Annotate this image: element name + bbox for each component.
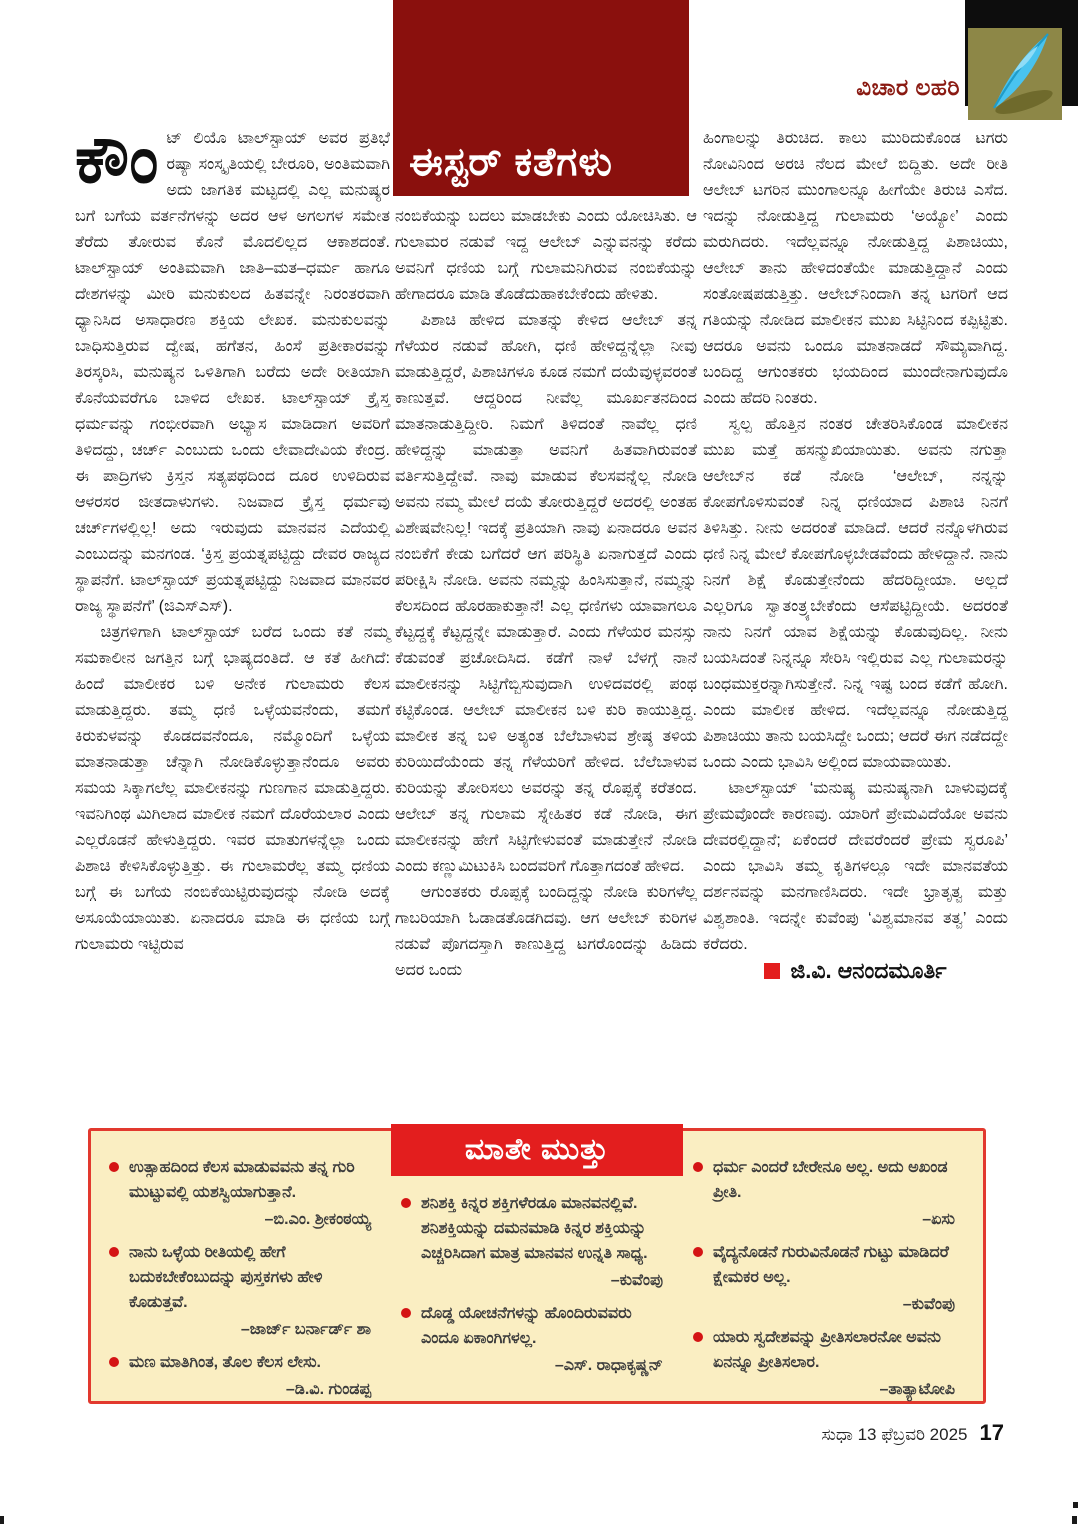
quote-box: [88, 1128, 986, 1404]
quote-text: ವೈದ್ಯನೊಡನೆ ಗುರುವಿನೊಡನೆ ಗುಟ್ಟು ಮಾಡಿದರೆ ಕ್ಷೇಮಕರ ಅಲ್ಲ.: [693, 1240, 965, 1290]
quote-item: [109, 1240, 381, 1342]
article-title: ಈಸ್ಟರ್ ಕತೆಗಳು: [409, 141, 613, 184]
quote-column-1: [109, 1155, 381, 1401]
paragraph: ಸ್ವಲ್ಪ ಹೊತ್ತಿನ ನಂತರ ಚೇತರಿಸಿಕೊಂಡ ಮಾಲೀಕನ ಮುಖ ಮತ್ತೆ ಹಸನ್ಮುಖಿಯಾಯಿತು. ಅವನು ನಗುತ್ತಾ ಆಲೇಬ್‌ನ ಕಡೆ ನೋಡಿ ‘ಆಲೇಬ್, ನನ್ನನ್ನು ಕೋಪಗೊಳಿಸುವಂತೆ ನಿನ್ನ ಧಣಿಯಾದ ಪಿಶಾಚಿ ನಿನಗೆ ತಿಳಿಸಿತ್ತು. ನೀನು ಅದರಂತೆ ಮಾಡಿದೆ. ಆದರೆ ನನ್ನೊಳಗಿರುವ ಧಣಿ ನಿನ್ನ ಮೇಲೆ ಕೋಪಗೊಳ್ಳಬೇಡವೆಂದು ಹೇಳಿದ್ದಾನೆ. ನಾನು ನಿನಗೆ ಶಿಕ್ಷೆ ಕೊಡುತ್ತೇನೆಂದು ಹೆದರಿದ್ದೀಯಾ. ಅಲ್ಲದೆ ಎಲ್ಲರಿಗೂ ಸ್ವಾತಂತ್ರ್ಯಬೇಕೆಂದು ಆಸೆಪಟ್ಟಿದ್ದೀಯೆ. ಅದರಂತೆ ನಾನು ನಿನಗೆ ಯಾವ ಶಿಕ್ಷೆಯನ್ನು ಕೊಡುವುದಿಲ್ಲ. ನೀನು ಬಯಸಿದಂತೆ ನಿನ್ನನ್ನೂ ಸೇರಿಸಿ ಇಲ್ಲಿರುವ ಎಲ್ಲ ಗುಲಾಮರನ್ನು ಬಂಧಮುಕ್ತರನ್ನಾಗಿಸುತ್ತೇನೆ. ನಿನ್ನ ಇಷ್ಟ ಬಂದ ಕಡೆಗೆ ಹೋಗಿ. ಎಂದು ಮಾಲೀಕ ಹೇಳಿದ. ಇದೆಲ್ಲವನ್ನೂ ನೋಡುತ್ತಿದ್ದ ಪಿಶಾಚಿಯು ತಾನು ಬಯಸಿದ್ದೇ ಒಂದು; ಆದರೆ ಈಗ ನಡೆದದ್ದೇ ಒಂದು ಎಂದು ಭಾವಿಸಿ ಅಲ್ಲಿಂದ ಮಾಯವಾಯಿತು.: [703, 416, 1008, 771]
paragraph: ಟಾಲ್‌ಸ್ಟಾಯ್ ‘ಮನುಷ್ಯ ಮನುಷ್ಯನಾಗಿ ಬಾಳುವುದಕ್ಕೆ ಪ್ರೇಮವೊಂದೇ ಕಾರಣವು. ಯಾರಿಗೆ ಪ್ರೇಮವಿದೆಯೋ ಅವನು ದೇವರಲ್ಲಿದ್ದಾನೆ; ಏಕೆಂದರೆ ದೇವರೆಂದರೆ ಪ್ರೇಮ ಸ್ವರೂಪಿ’ ಎಂದು ಭಾವಿಸಿ ತಮ್ಮ ಕೃತಿಗಳಲ್ಲೂ ಇದೇ ಮಾನವತೆಯ ದರ್ಶನವನ್ನು ಮನಗಾಣಿಸಿದರು. ಇದೇ ಭ್ರಾತೃತ್ವ ಮತ್ತು ವಿಶ್ವಶಾಂತಿ. ಇದನ್ನೇ ಕುವೆಂಪು ‘ವಿಶ್ವಮಾನವ ತತ್ವ’ ಎಂದು ಕರೆದರು.: [703, 780, 1008, 953]
crop-mark: [0, 1516, 4, 1524]
issue-date: ಸುಧಾ 13 ಫೆಬ್ರವರಿ 2025: [821, 1425, 968, 1444]
quote-box-title-banner: [391, 1124, 683, 1176]
bullet-icon: [109, 1247, 119, 1257]
quote-item: [401, 1191, 673, 1293]
quote-attribution: –ಕುವೆಂಪು: [610, 1272, 663, 1289]
article-column-3: [703, 126, 1008, 984]
bullet-icon: [693, 1247, 703, 1257]
bullet-icon: [693, 1332, 703, 1342]
bullet-icon: [109, 1357, 119, 1367]
quote-text: ಶನಿಶಕ್ತಿ ಕಿನ್ನರ ಶಕ್ತಿಗಳೆರಡೂ ಮಾನವನಲ್ಲಿವೆ. ಶನಿಶಕ್ತಿಯನ್ನು ದಮನಮಾಡಿ ಕಿನ್ನರ ಶಕ್ತಿಯನ್ನು ಎಚ್ಚರಿಸಿದಾಗ ಮಾತ್ರ ಮಾನವನ ಉನ್ನತಿ ಸಾಧ್ಯ.: [401, 1191, 673, 1266]
quote-text: ದೊಡ್ಡ ಯೋಚನೆಗಳನ್ನು ಹೊಂದಿರುವವರು ಎಂದೂ ಏಕಾಂಗಿಗಳಲ್ಲ.: [401, 1301, 673, 1351]
quote-box-title: ಮಾತೇ ಮುತ್ತು: [464, 1133, 610, 1166]
drop-cap: ಕೌಂ: [75, 122, 159, 196]
paragraph: ಚಿತ್ರಗಳಿಗಾಗಿ ಟಾಲ್‌ಸ್ಟಾಯ್ ಬರೆದ ಒಂದು ಕತೆ ನಮ್ಮ ಸಮಕಾಲೀನ ಜಗತ್ತಿನ ಬಗ್ಗೆ ಭಾಷ್ಯದಂತಿದೆ. ಆ ಕತೆ ಹೀಗಿದೆ: ಹಿಂದೆ ಮಾಲೀಕರ ಬಳಿ ಅನೇಕ ಗುಲಾಮರು ಕೆಲಸ ಮಾಡುತ್ತಿದ್ದರು. ತಮ್ಮ ಧಣಿ ಒಳ್ಳೆಯವನೆಂದು, ತಮಗೆ ಕಿರುಕುಳವನ್ನು ಕೊಡದವನೆಂದೂ, ನಮ್ಮೊಂದಿಗೆ ಒಳ್ಳೆಯ ಮಾತನಾಡುತ್ತಾ ಚೆನ್ನಾಗಿ ನೋಡಿಕೊಳ್ಳುತ್ತಾನೆಂದೂ ಅವರು ಸಮಯ ಸಿಕ್ಕಾಗಲೆಲ್ಲ ಮಾಲೀಕನನ್ನು ಗುಣಗಾನ ಮಾಡುತ್ತಿದ್ದರು. ಇವನಿಗಿಂಥ ಮಿಗಿಲಾದ ಮಾಲೀಕ ನಮಗೆ ದೊರೆಯಲಾರ ಎಂದು ಎಲ್ಲರೊಡನೆ ಹೇಳುತ್ತಿದ್ದರು. ಇವರ ಮಾತುಗಳನ್ನೆಲ್ಲಾ ಒಂದು ಪಿಶಾಚಿ ಕೇಳಿಸಿಕೊಳ್ಳುತ್ತಿತ್ತು. ಈ ಗುಲಾಮರೆಲ್ಲ ತಮ್ಮ ಧಣಿಯ ಬಗ್ಗೆ ಈ ಬಗೆಯ ನಂಬಿಕೆಯಿಟ್ಟಿರುವುದನ್ನು ನೋಡಿ ಅದಕ್ಕೆ ಅಸೂಯೆಯಾಯಿತು. ಏನಾದರೂ ಮಾಡಿ ಈ ಧಣಿಯ ಬಗ್ಗೆ ಗುಲಾಮರು ಇಟ್ಟಿರುವ: [75, 624, 390, 953]
crop-mark: [1073, 1502, 1078, 1508]
quote-column-3: [693, 1155, 965, 1401]
quote-attribution: –ತಾತ್ಯಾಟೋಪಿ: [879, 1381, 955, 1398]
quote-item: [693, 1325, 965, 1402]
section-label: ವಿಚಾರ ಲಹರಿ: [856, 74, 960, 100]
quote-item: [401, 1301, 673, 1378]
paragraph: ಹಿಂಗಾಲನ್ನು ತಿರುಚಿದ. ಕಾಲು ಮುರಿದುಕೊಂಡ ಟಗರು ನೋವಿನಿಂದ ಅರಚಿ ನೆಲದ ಮೇಲೆ ಬಿದ್ದಿತು. ಅದೇ ರೀತಿ ಆಲೇಬ್ ಟಗರಿನ ಮುಂಗಾಲನ್ನೂ ಹೀಗೆಯೇ ತಿರುಚಿ ಎಸೆದ. ಇದನ್ನು ನೋಡುತ್ತಿದ್ದ ಗುಲಾಮರು ‘ಅಯ್ಯೋ’ ಎಂದು ಮರುಗಿದರು. ಇದೆಲ್ಲವನ್ನೂ ನೋಡುತ್ತಿದ್ದ ಪಿಶಾಚಿಯು, ಆಲೇಬ್ ತಾನು ಹೇಳಿದಂತೆಯೇ ಮಾಡುತ್ತಿದ್ದಾನೆ ಎಂದು ಸಂತೋಷಪಡುತ್ತಿತ್ತು. ಆಲೇಬ್‌ನಿಂದಾಗಿ ತನ್ನ ಟಗರಿಗೆ ಆದ ಗತಿಯನ್ನು ನೋಡಿದ ಮಾಲೀಕನ ಮುಖ ಸಿಟ್ಟಿನಿಂದ ಕಪ್ಪಿಟ್ಟಿತು. ಆದರೂ ಅವನು ಒಂದೂ ಮಾತನಾಡದೆ ಸೌಮ್ಯವಾಗಿದ್ದ. ಬಂದಿದ್ದ ಆಗುಂತಕರು ಭಯದಿಂದ ಮುಂದೇನಾಗುವುದೊ ಎಂದು ಹೆದರಿ ನಿಂತರು.: [703, 130, 1008, 407]
quote-attribution: –ಎಸ್. ರಾಧಾಕೃಷ್ಣನ್: [554, 1357, 663, 1374]
quote-attribution: –ಡಿ.ವಿ. ಗುಂಡಪ್ಪ: [285, 1381, 371, 1398]
author-name: ಜಿ.ವಿ. ಆನಂದಮೂರ್ತಿ: [790, 958, 947, 983]
quote-text: ಧರ್ಮ ಎಂದರೆ ಬೇರೇನೂ ಅಲ್ಲ. ಅದು ಅಖಂಡ ಪ್ರೀತಿ.: [693, 1155, 965, 1205]
article-column-2: [395, 204, 697, 984]
bullet-icon: [109, 1162, 119, 1172]
author-byline: [703, 958, 1008, 984]
quote-item: [693, 1240, 965, 1317]
paragraph: [75, 122, 390, 620]
page-number: 17: [979, 1420, 1004, 1445]
paragraph-text: ಟ್ ಲಿಯೊ ಟಾಲ್‌ಸ್ಟಾಯ್ ಅವರ ಪ್ರತಿಭೆ ರಷ್ಯಾ ಸಂಸ್ಕೃತಿಯಲ್ಲಿ ಬೇರೂರಿ, ಅಂತಿಮವಾಗಿ ಅದು ಜಾಗತಿಕ ಮಟ್ಟದಲ್ಲಿ ಎಲ್ಲ ಮನುಷ್ಯರ ಬಗೆ ಬಗೆಯ ವರ್ತನೆಗಳನ್ನು ಅದರ ಆಳ ಅಗಲಗಳ ಸಮೇತ ತೆರೆದು ತೋರುವ ಕೊನೆ ಮೊದಲಿಲ್ಲದ ಆಕಾಶದಂತೆ. ಟಾಲ್‌ಸ್ಟಾಯ್ ಅಂತಿಮವಾಗಿ ಜಾತಿ–ಮತ–ಧರ್ಮ ಹಾಗೂ ದೇಶಗಳನ್ನು ಮೀರಿ ಮನುಕುಲದ ಹಿತವನ್ನೇ ನಿರಂತರವಾಗಿ ಧ್ಯಾನಿಸಿದ ಅಸಾಧಾರಣ ಶಕ್ತಿಯ ಲೇಖಕ. ಮನುಕುಲವನ್ನು ಬಾಧಿಸುತ್ತಿರುವ ದ್ವೇಷ, ಹಗೆತನ, ಹಿಂಸೆ ಪ್ರತೀಕಾರವನ್ನು ತಿರಸ್ಕರಿಸಿ, ಮನುಷ್ಯನ ಒಳಿತಿಗಾಗಿ ಬರೆದು ಅದೇ ರೀತಿಯಾಗಿ ಕೊನೆಯವರೆಗೂ ಬಾಳಿದ ಲೇಖಕ. ಟಾಲ್‌ಸ್ಟಾಯ್ ಕ್ರೈಸ್ತ ಧರ್ಮವನ್ನು ಗಂಭೀರವಾಗಿ ಅಭ್ಯಾಸ ಮಾಡಿದಾಗ ಅವರಿಗೆ ತಿಳಿದದ್ದು, ಚರ್ಚ್ ಎಂಬುದು ಒಂದು ಲೇವಾದೇವಿಯ ಕೇಂದ್ರ. ಈ ಪಾದ್ರಿಗಳು ಕ್ರಿಸ್ತನ ಸತ್ಯಪಥದಿಂದ ದೂರ ಉಳಿದಿರುವ ಆಳರಸರ ಜೀತದಾಳುಗಳು. ನಿಜವಾದ ಕ್ರೈಸ್ತ ಧರ್ಮವು ಚರ್ಚ್‌ಗಳಲ್ಲಿಲ್ಲ! ಅದು ಇರುವುದು ಮಾನವನ ಎದೆಯಲ್ಲಿ ಎಂಬುದನ್ನು ಮನಗಂಡ. ‘ಕ್ರಿಸ್ತ ಪ್ರಯತ್ನಪಟ್ಟಿದ್ದು ದೇವರ ರಾಜ್ಯದ ಸ್ಥಾಪನೆಗೆ. ಟಾಲ್‌ಸ್ಟಾಯ್ ಪ್ರಯತ್ನಪಟ್ಟಿದ್ದು ನಿಜವಾದ ಮಾನವರ ರಾಜ್ಯ ಸ್ಥಾಪನೆಗೆ’ (ಜಿಎಸ್‌ಎಸ್).: [75, 130, 390, 615]
crop-mark: [1072, 1516, 1077, 1524]
quote-item: [109, 1350, 381, 1402]
quote-text: ಮಣ ಮಾತಿಗಿಂತ, ತೊಲ ಕೆಲಸ ಲೇಸು.: [109, 1350, 381, 1375]
feather-quill-icon: [968, 107, 1062, 124]
article-column-1: [75, 122, 390, 958]
quote-item: [109, 1155, 381, 1232]
masthead-logo: [968, 28, 1062, 120]
page-footer: [821, 1420, 1004, 1446]
quote-attribution: –ಜಾರ್ಜ್ ಬರ್ನಾರ್ಡ್ ಶಾ: [240, 1321, 371, 1338]
quote-attribution: –ಬಿ.ಎಂ. ಶ್ರೀಕಂಠಯ್ಯ: [264, 1211, 371, 1228]
article-title-block: [393, 0, 689, 196]
quote-attribution: –ಕುವೆಂಪು: [902, 1296, 955, 1313]
bullet-icon: [401, 1198, 411, 1208]
quote-text: ಯಾರು ಸ್ವದೇಶವನ್ನು ಪ್ರೀತಿಸಲಾರನೋ ಅವನು ಏನನ್ನೂ ಪ್ರೀತಿಸಲಾರ.: [693, 1325, 965, 1375]
paragraph: ನಂಬಿಕೆಯನ್ನು ಬದಲು ಮಾಡಬೇಕು ಎಂದು ಯೋಚಿಸಿತು. ಆ ಗುಲಾಮರ ನಡುವೆ ಇದ್ದ ಆಲೇಬ್ ಎನ್ನುವನನ್ನು ಕರೆದು ಅವನಿಗೆ ಧಣಿಯ ಬಗ್ಗೆ ಗುಲಾಮನಿಗಿರುವ ನಂಬಿಕೆಯನ್ನು ಹೇಗಾದರೂ ಮಾಡಿ ತೊಡೆದುಹಾಕಬೇಕೆಂದು ಹೇಳಿತು.: [395, 208, 697, 303]
author-bullet-square: [764, 963, 780, 979]
quote-text: ನಾನು ಒಳ್ಳೆಯ ರೀತಿಯಲ್ಲಿ ಹೇಗೆ ಬದುಕಬೇಕೆಂಬುದನ್ನು ಪುಸ್ತಕಗಳು ಹೇಳಿ ಕೊಡುತ್ತವೆ.: [109, 1240, 381, 1315]
paragraph: ಪಿಶಾಚಿ ಹೇಳಿದ ಮಾತನ್ನು ಕೇಳಿದ ಆಲೇಬ್ ತನ್ನ ಗೆಳೆಯರ ನಡುವೆ ಹೋಗಿ, ಧಣಿ ಹೇಳಿದ್ದನ್ನೆಲ್ಲಾ ನೀವು ಮಾಡುತ್ತಿದ್ದರೆ, ಪಿಶಾಚಿಗಳೂ ಕೂಡ ನಮಗೆ ದಯೆವುಳ್ಳವರಂತೆ ಕಾಣುತ್ತವೆ. ಆದ್ದರಿಂದ ನೀವೆಲ್ಲ ಮೂರ್ಖತನದಿಂದ ಮಾತನಾಡುತ್ತಿದ್ದೀರಿ. ನಿಮಗೆ ತಿಳಿದಂತೆ ನಾವೆಲ್ಲ ಧಣಿ ಹೇಳಿದ್ದನ್ನು ಮಾಡುತ್ತಾ ಅವನಿಗೆ ಹಿತವಾಗಿರುವಂತೆ ವರ್ತಿಸುತ್ತಿದ್ದೇವೆ. ನಾವು ಮಾಡುವ ಕೆಲಸವನ್ನೆಲ್ಲ ನೋಡಿ ಅವನು ನಮ್ಮ ಮೇಲೆ ದಯೆ ತೋರುತ್ತಿದ್ದರೆ ಅದರಲ್ಲಿ ಅಂತಹ ವಿಶೇಷವೇನಿಲ್ಲ! ಇದಕ್ಕೆ ಪ್ರತಿಯಾಗಿ ನಾವು ಏನಾದರೂ ಅವನ ನಂಬಿಕೆಗೆ ಕೇಡು ಬಗೆದರೆ ಆಗ ಪರಿಸ್ಥಿತಿ ಏನಾಗುತ್ತದೆ ಎಂದು ಪರೀಕ್ಷಿಸಿ ನೋಡಿ. ಅವನು ನಮ್ಮನ್ನು ಹಿಂಸಿಸುತ್ತಾನೆ, ನಮ್ಮನ್ನು ಕೆಲಸದಿಂದ ಹೊರಹಾಕುತ್ತಾನೆ! ಎಲ್ಲ ಧಣಿಗಳು ಯಾವಾಗಲೂ ಕೆಟ್ಟದ್ದಕ್ಕೆ ಕೆಟ್ಟದ್ದನ್ನೇ ಮಾಡುತ್ತಾರೆ. ಎಂದು ಗೆಳೆಯರ ಮನಸ್ಸು ಕೆಡುವಂತೆ ಪ್ರಚೋದಿಸಿದ. ಕಡೆಗೆ ನಾಳೆ ಬೆಳಗ್ಗೆ ನಾನೆ ಮಾಲೀಕನನ್ನು ಸಿಟ್ಟಿಗೆಬ್ಬಿಸುವುದಾಗಿ ಉಳಿದವರಲ್ಲಿ ಪಂಥ ಕಟ್ಟಿಕೊಂಡ. ಆಲೇಬ್ ಮಾಲೀಕನ ಬಳಿ ಕುರಿ ಕಾಯುತ್ತಿದ್ದ. ಮಾಲೀಕ ತನ್ನ ಬಳಿ ಅತ್ಯಂತ ಬೆಲೆಬಾಳುವ ಶ್ರೇಷ್ಠ ತಳಿಯ ಕುರಿಯಿದೆಯೆಂದು ತನ್ನ ಗೆಳೆಯರಿಗೆ ಹೇಳಿದ. ಬೆಲೆಬಾಳುವ ಕುರಿಯನ್ನು ತೋರಿಸಲು ಅವರನ್ನು ತನ್ನ ರೊಪ್ಪಕ್ಕೆ ಕರೆತಂದ. ಆಲೇಬ್ ತನ್ನ ಗುಲಾಮ ಸ್ನೇಹಿತರ ಕಡೆ ನೋಡಿ, ಈಗ ಮಾಲೀಕನನ್ನು ಹೇಗೆ ಸಿಟ್ಟಿಗೇಳುವಂತೆ ಮಾಡುತ್ತೇನೆ ನೋಡಿ ಎಂದು ಕಣ್ಣುಮಿಟುಕಿಸಿ ಬಂದವರಿಗೆ ಗೊತ್ತಾಗದಂತೆ ಹೇಳಿದ.: [395, 312, 697, 875]
bullet-icon: [693, 1162, 703, 1172]
bullet-icon: [401, 1308, 411, 1318]
quote-item: [693, 1155, 965, 1232]
quote-text: ಉತ್ಸಾಹದಿಂದ ಕೆಲಸ ಮಾಡುವವನು ತನ್ನ ಗುರಿ ಮುಟ್ಟುವಲ್ಲಿ ಯಶಸ್ವಿಯಾಗುತ್ತಾನೆ.: [109, 1155, 381, 1205]
paragraph: ಆಗುಂತಕರು ರೊಪ್ಪಕ್ಕೆ ಬಂದಿದ್ದನ್ನು ನೋಡಿ ಕುರಿಗಳೆಲ್ಲ ಗಾಬರಿಯಾಗಿ ಓಡಾಡತೊಡಗಿದವು. ಆಗ ಆಲೇಬ್ ಕುರಿಗಳ ನಡುವೆ ಪೊಗದಸ್ತಾಗಿ ಕಾಣುತ್ತಿದ್ದ ಟಗರೊಂದನ್ನು ಹಿಡಿದು ಅದರ ಒಂದು: [395, 884, 697, 979]
quote-column-2: [401, 1155, 673, 1401]
quote-attribution: –ಏಸು: [922, 1211, 955, 1228]
